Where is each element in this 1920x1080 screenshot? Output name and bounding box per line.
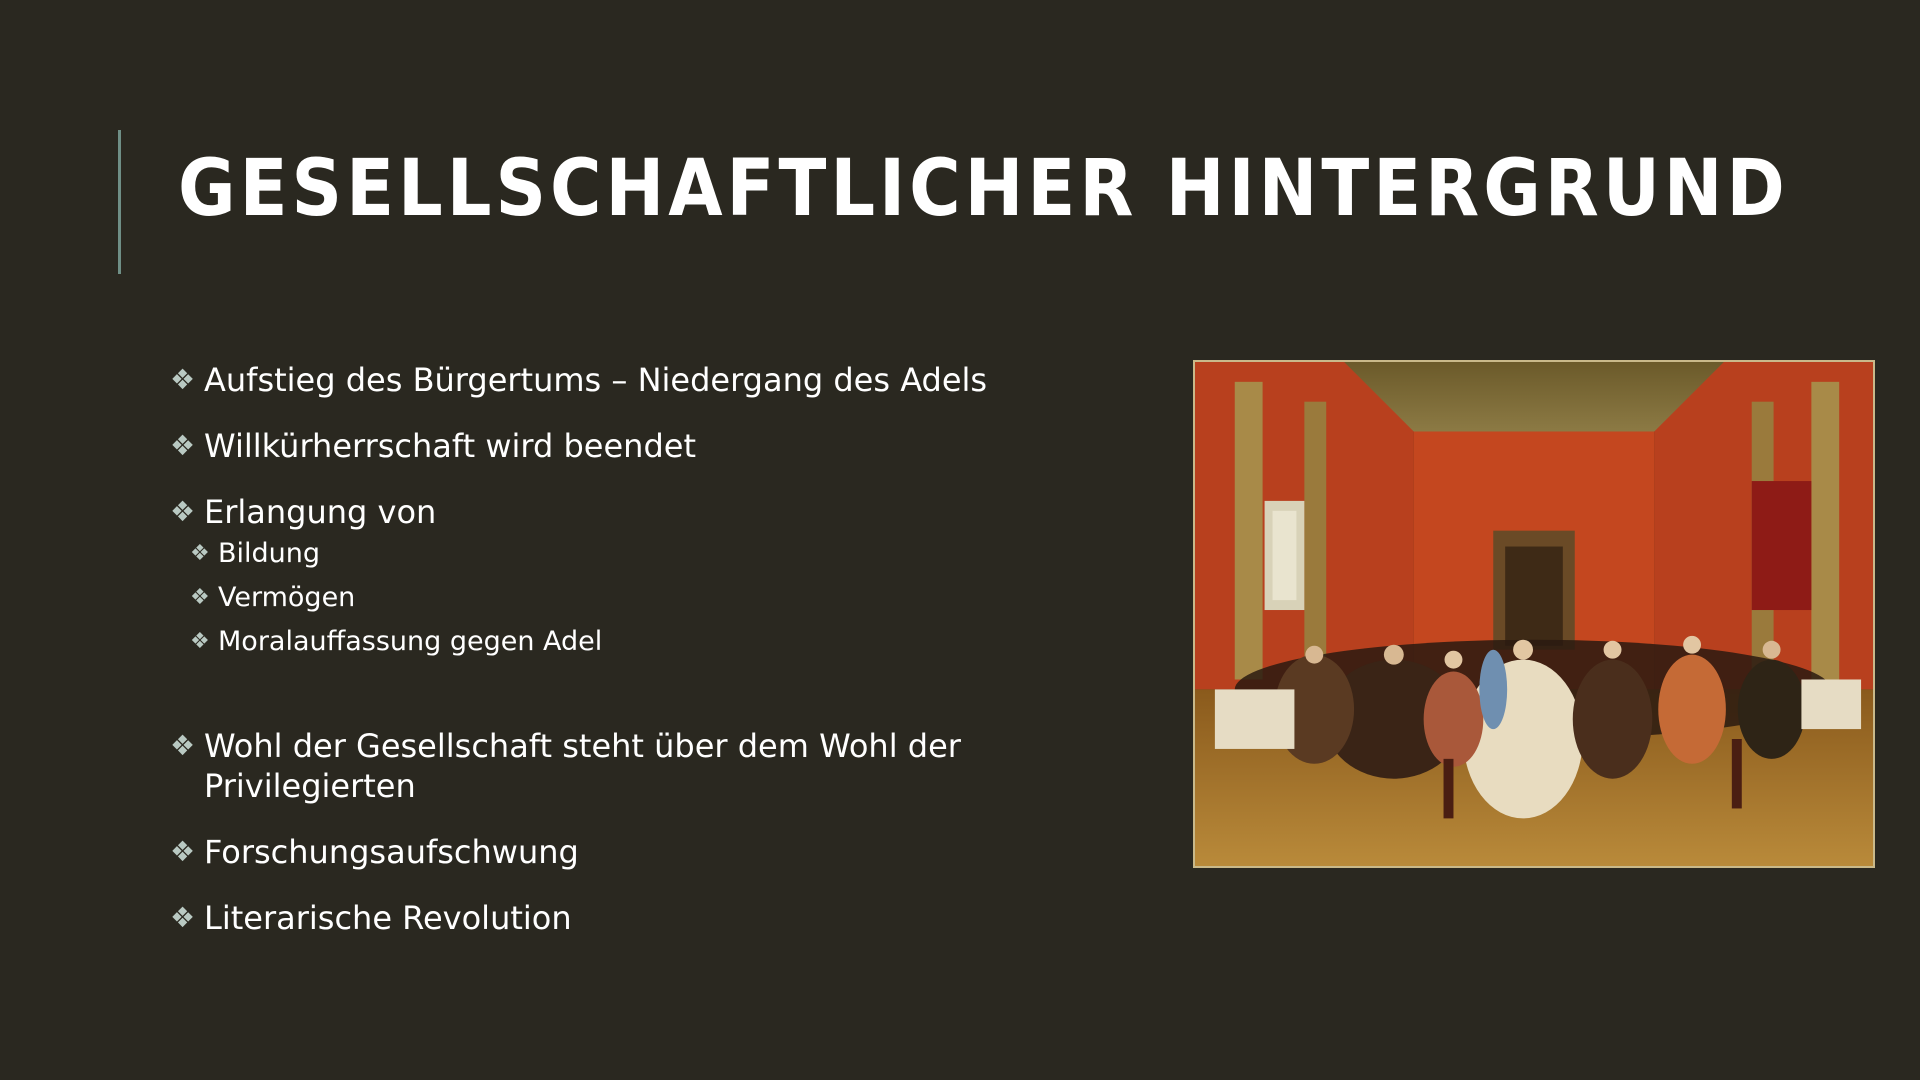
diamond-bullet-icon: ❖ bbox=[170, 835, 196, 868]
bullet-text: Aufstieg des Bürgertums – Niedergang des Adels bbox=[204, 361, 988, 399]
diamond-bullet-icon: ❖ bbox=[190, 541, 210, 566]
diamond-bullet-icon: ❖ bbox=[170, 363, 196, 396]
title-accent-bar bbox=[118, 130, 121, 274]
bullet-item bbox=[170, 360, 1110, 400]
bullet-text: Forschungsaufschwung bbox=[204, 833, 579, 871]
diamond-bullet-icon: ❖ bbox=[170, 495, 196, 528]
painting-image bbox=[1193, 360, 1875, 868]
bullet-text: Willkürherrschaft wird beendet bbox=[204, 427, 696, 465]
bullet-item bbox=[170, 492, 1110, 532]
slide-title: GESELLSCHAFTLICHER HINTERGRUND bbox=[178, 144, 1789, 234]
bullet-text: Literarische Revolution bbox=[204, 899, 572, 937]
bullet-item bbox=[170, 426, 1110, 466]
diamond-bullet-icon: ❖ bbox=[190, 585, 210, 610]
bullet-list bbox=[170, 360, 1110, 938]
sub-bullet-text: Moralauffassung gegen Adel bbox=[218, 626, 603, 657]
sub-bullet-text: Bildung bbox=[218, 538, 321, 569]
diamond-bullet-icon: ❖ bbox=[170, 729, 196, 762]
bullet-text: Wohl der Gesellschaft steht über dem Wohl der Privilegierten bbox=[204, 727, 961, 805]
bullet-item bbox=[170, 832, 1110, 872]
sub-bullet-text: Vermögen bbox=[218, 582, 356, 613]
painting-salon-scene-icon bbox=[1195, 362, 1873, 866]
sub-bullet-item bbox=[190, 532, 1110, 576]
diamond-bullet-icon: ❖ bbox=[170, 429, 196, 462]
diamond-bullet-icon: ❖ bbox=[190, 629, 210, 654]
bullet-item bbox=[170, 726, 1110, 806]
sub-bullet-item bbox=[190, 576, 1110, 620]
diamond-bullet-icon: ❖ bbox=[170, 901, 196, 934]
sub-bullet-item bbox=[190, 620, 1110, 664]
bullet-text: Erlangung von bbox=[204, 493, 437, 531]
bullet-item bbox=[170, 898, 1110, 938]
